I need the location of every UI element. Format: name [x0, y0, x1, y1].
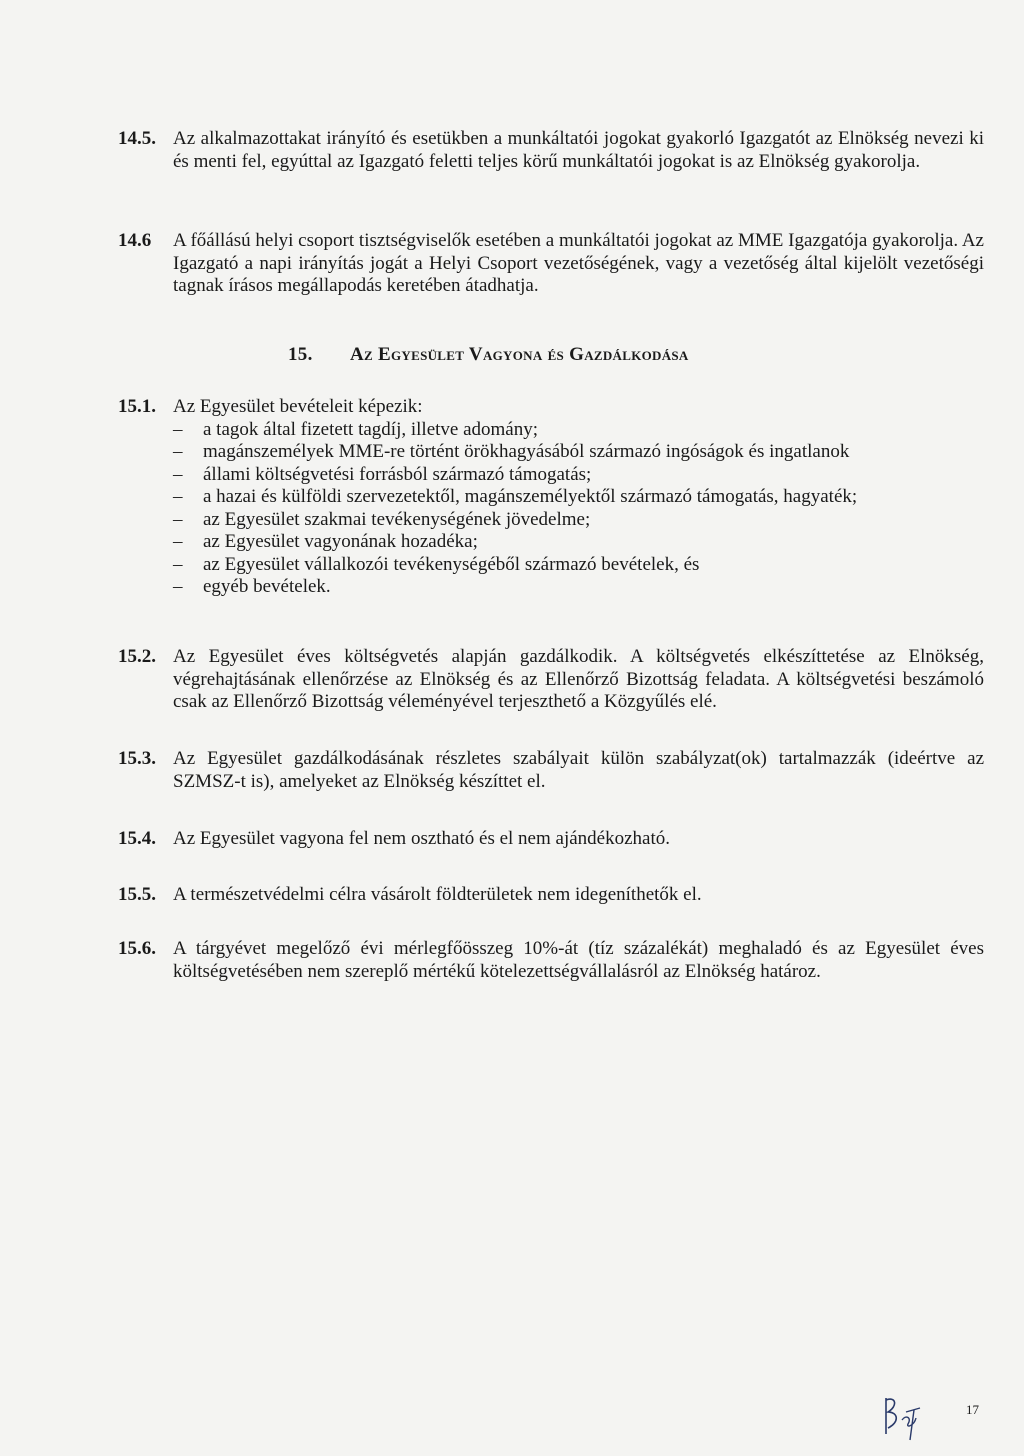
list-item: – egyéb bevételek. [173, 576, 984, 599]
section-14-6 [118, 230, 984, 298]
section-number: 15.4. [118, 828, 156, 849]
section-text: A természetvédelmi célra vásárolt földterületek nem idegeníthetők el. [173, 884, 702, 905]
list-item: – az Egyesület vagyonának hozadéka; [173, 531, 984, 554]
page-number: 17 [966, 1402, 979, 1417]
list-item: – magánszemélyek MME-re történt örökhagyásából származó ingóságok és ingatlanok [173, 441, 984, 464]
section-14-5 [118, 128, 984, 173]
section-15-5 [118, 884, 984, 907]
section-text: Az Egyesület éves költségvetés alapján gazdálkodik. A költségvetés elkészíttetése az Elnökség, végrehajtásának ellenőrzése az Elnökség és az Ellenőrző Bizottság feladata. A költségvetési beszámoló csak az Ellenőrző Bizottság véleményével terjeszthető a Közgyűlés elé. [173, 646, 984, 712]
section-text: Az alkalmazottakat irányító és esetükben a munkáltatói jogokat gyakorló Igazgatót az Elnökség nevezi ki és menti fel, egyúttal az Igazgató feletti teljes körű munkáltatói jogokat is az Elnökség gyakorolja. [173, 128, 984, 172]
list-item: – a tagok által fizetett tagdíj, illetve adomány; [173, 419, 984, 442]
signature-icon [880, 1390, 928, 1442]
section-number: 15.5. [118, 884, 156, 905]
section-15-6 [118, 938, 984, 983]
chapter-heading [288, 344, 689, 366]
section-text: A főállású helyi csoport tisztségviselők esetében a munkáltatói jogokat az MME Igazgatója gyakorolja. Az Igazgató a napi irányítás jogát a Helyi Csoport vezetőségének, vagy a vezetőség által kijelölt vezetőségi tagnak írásos megállapodás keretében átadhatja. [173, 230, 984, 296]
section-text: Az Egyesület vagyona fel nem osztható és el nem ajándékozható. [173, 828, 670, 849]
section-15-4 [118, 828, 984, 851]
section-number: 15.6. [118, 938, 156, 959]
section-number: 15.3. [118, 748, 156, 769]
section-15-1 [118, 396, 984, 599]
section-15-3 [118, 748, 984, 793]
section-number: 14.6 [118, 230, 152, 251]
list-intro: Az Egyesület bevételeit képezik: [173, 396, 423, 417]
chapter-number: 15. [288, 344, 313, 365]
section-number: 14.5. [118, 128, 156, 149]
list-item: – a hazai és külföldi szervezetektől, magánszemélyektől származó támogatás, hagyaték; [173, 486, 984, 509]
list-item: – állami költségvetési forrásból származó támogatás; [173, 464, 984, 487]
list-item: – az Egyesület szakmai tevékenységének jövedelme; [173, 509, 984, 532]
revenue-list [173, 419, 984, 599]
section-text: A tárgyévet megelőző évi mérlegfőösszeg 10%-át (tíz százalékát) meghaladó és az Egyesület éves költségvetésében nem szereplő mértékű kötelezettségvállalásról az Elnökség határoz. [173, 938, 984, 982]
section-15-2 [118, 646, 984, 714]
list-item: – az Egyesület vállalkozói tevékenységéből származó bevételek, és [173, 554, 984, 577]
section-number: 15.1. [118, 396, 156, 417]
section-number: 15.2. [118, 646, 156, 667]
chapter-title: Az Egyesület Vagyona és Gazdálkodása [350, 344, 689, 365]
section-text: Az Egyesület gazdálkodásának részletes szabályait külön szabályzat(ok) tartalmazzák (ideértve az SZMSZ-t is), amelyeket az Elnökség készíttet el. [173, 748, 984, 792]
